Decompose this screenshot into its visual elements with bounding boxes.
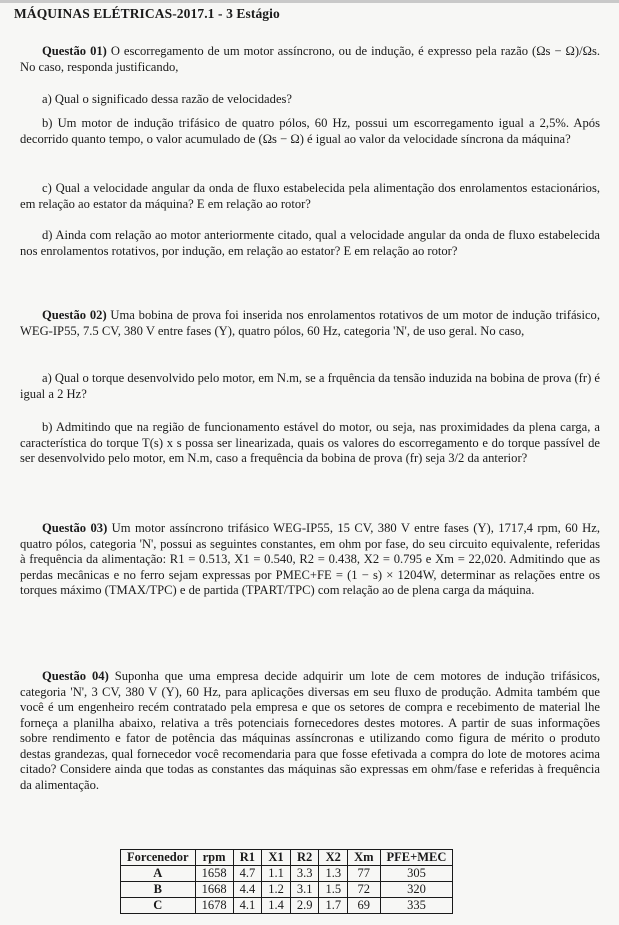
table-cell: 77 [348,866,380,882]
table-cell: 320 [380,882,453,898]
question-1 [20,44,600,75]
table-cell: 1.3 [319,866,348,882]
question-4-text: Suponha que uma empresa decide adquirir um lote de cem motores de indução trifásicos, categoria 'N', 3 CV, 380 V (Y), 60 Hz, para aplicações diversas em seu fluxo de produção. Admita também que você é um engenheiro recém contratado pela empresa e que os setores de compra e recebimento de material lhe forneça a planilha abaixo, relativa a três potenciais fornecedores destes motores. A partir de suas informações sobre rendimento e fator de potência das máquinas assíncronas e utilizando como figura de mérito o produto destas grandezas, qual fornecedor você recomendaria para que fosse efetivada a compra do lote de motores acima citado? Considere ainda que todas as constantes das máquinas são expressas em ohm/fase e referidas à frequência da alimentação. [20,669,601,792]
question-2 [20,308,600,339]
table-cell: 4.7 [233,866,262,882]
question-2-item-a: a) Qual o torque desenvolvido pelo motor, em N.m, se a frquência da tensão induzida na bobina de prova (fr) é igual a 2 Hz? [20,371,600,401]
question-4-label: Questão 04) [42,669,109,683]
table-cell: 1.1 [262,866,291,882]
table-header: rpm [195,850,233,866]
question-1-text: O escorregamento de um motor assíncrono, ou de indução, é expresso pela razão (Ωs − Ω)/Ωs. No caso, responda justificando, [20,44,600,74]
table-cell: 4.1 [233,898,262,914]
question-3-text: Um motor assíncrono trifásico WEG-IP55, 15 CV, 380 V entre fases (Y), 1717,4 rpm, 60 Hz, quatro pólos, categoria 'N', possui as seguintes constantes, em ohm por fase, do seu circuito equivalente, referidas à frequência da alimentação: R1 = 0.513, X1 = 0.540, R2 = 0.438, X2 = 0.795 e Xm = 22,020. Admitindo que as perdas mecânicas e no ferro sejam expressas por PMEC+FE = (1 − s) × 1204W, determinar as relações entre os torques máximo (TMAX/TPC) e de partida (TPART/TPC) com relação ao de plena carga da máquina. [20,521,601,597]
table-cell: 3.1 [290,882,319,898]
page-title: MÁQUINAS ELÉTRICAS-2017.1 - 3 Estágio [14,6,280,21]
table-cell: 1668 [195,882,233,898]
table-cell: A [121,866,196,882]
table-row [121,866,453,882]
table-cell: 69 [348,898,380,914]
question-2-text: Uma bobina de prova foi inserida nos enrolamentos rotativos de um motor de indução trifásico, WEG-IP55, 7.5 CV, 380 V entre fases (Y), quatro pólos, 60 Hz, categoria 'N', de uso geral. No caso, [20,308,600,338]
table-cell: 2.9 [290,898,319,914]
table-header: Xm [348,850,380,866]
question-1-item-a: a) Qual o significado dessa razão de velocidades? [42,92,293,106]
table-cell: 1658 [195,866,233,882]
table-cell: 305 [380,866,453,882]
question-2-label: Questão 02) [42,308,107,322]
table-cell: 1.2 [262,882,291,898]
question-3-label: Questão 03) [42,521,108,535]
question-2-item-b: b) Admitindo que na região de funcionamento estável do motor, ou seja, nas proximidades da plena carga, a característica do torque T(s) x s possa ser linearizada, quais os valores do escorregamento e do torque passível de ser desenvolvido pelo motor, em N.m, caso a frequência da bobina de prova (fr) seja 3/2 da anterior? [20,420,600,465]
table-cell: 72 [348,882,380,898]
table-header: PFE+MEC [380,850,453,866]
supplier-table [120,849,453,914]
table-cell: 1.7 [319,898,348,914]
question-1-label: Questão 01) [42,44,107,58]
table-header: Forcenedor [121,850,196,866]
top-border [0,0,619,3]
question-3 [20,521,600,599]
table-header: X1 [262,850,291,866]
table-cell: 335 [380,898,453,914]
table-cell: 1.5 [319,882,348,898]
table-cell: 4.4 [233,882,262,898]
question-1-item-d: d) Ainda com relação ao motor anteriormente citado, qual a velocidade angular da onda de fluxo estabelecida nos enrolamentos rotativos, por indução, em relação ao estator? E em relação ao rotor? [20,228,600,258]
table-cell: 1.4 [262,898,291,914]
table-row [121,898,453,914]
table-header: R1 [233,850,262,866]
question-4 [20,669,600,793]
table-header: R2 [290,850,319,866]
table-cell: 1678 [195,898,233,914]
question-1-item-b: b) Um motor de indução trifásico de quatro pólos, 60 Hz, possui um escorregamento igual a 2,5%. Após decorrido quanto tempo, o valor acumulado de (Ωs − Ω) é igual ao valor da velocidade síncrona da máquina? [20,116,600,146]
table-cell: B [121,882,196,898]
question-1-item-c: c) Qual a velocidade angular da onda de fluxo estabelecida pela alimentação dos enrolamentos estacionários, em relação ao estator da máquina? E em relação ao rotor? [20,181,600,211]
table-header-row [121,850,453,866]
table-cell: 3.3 [290,866,319,882]
table-cell: C [121,898,196,914]
table-header: X2 [319,850,348,866]
table-row [121,882,453,898]
